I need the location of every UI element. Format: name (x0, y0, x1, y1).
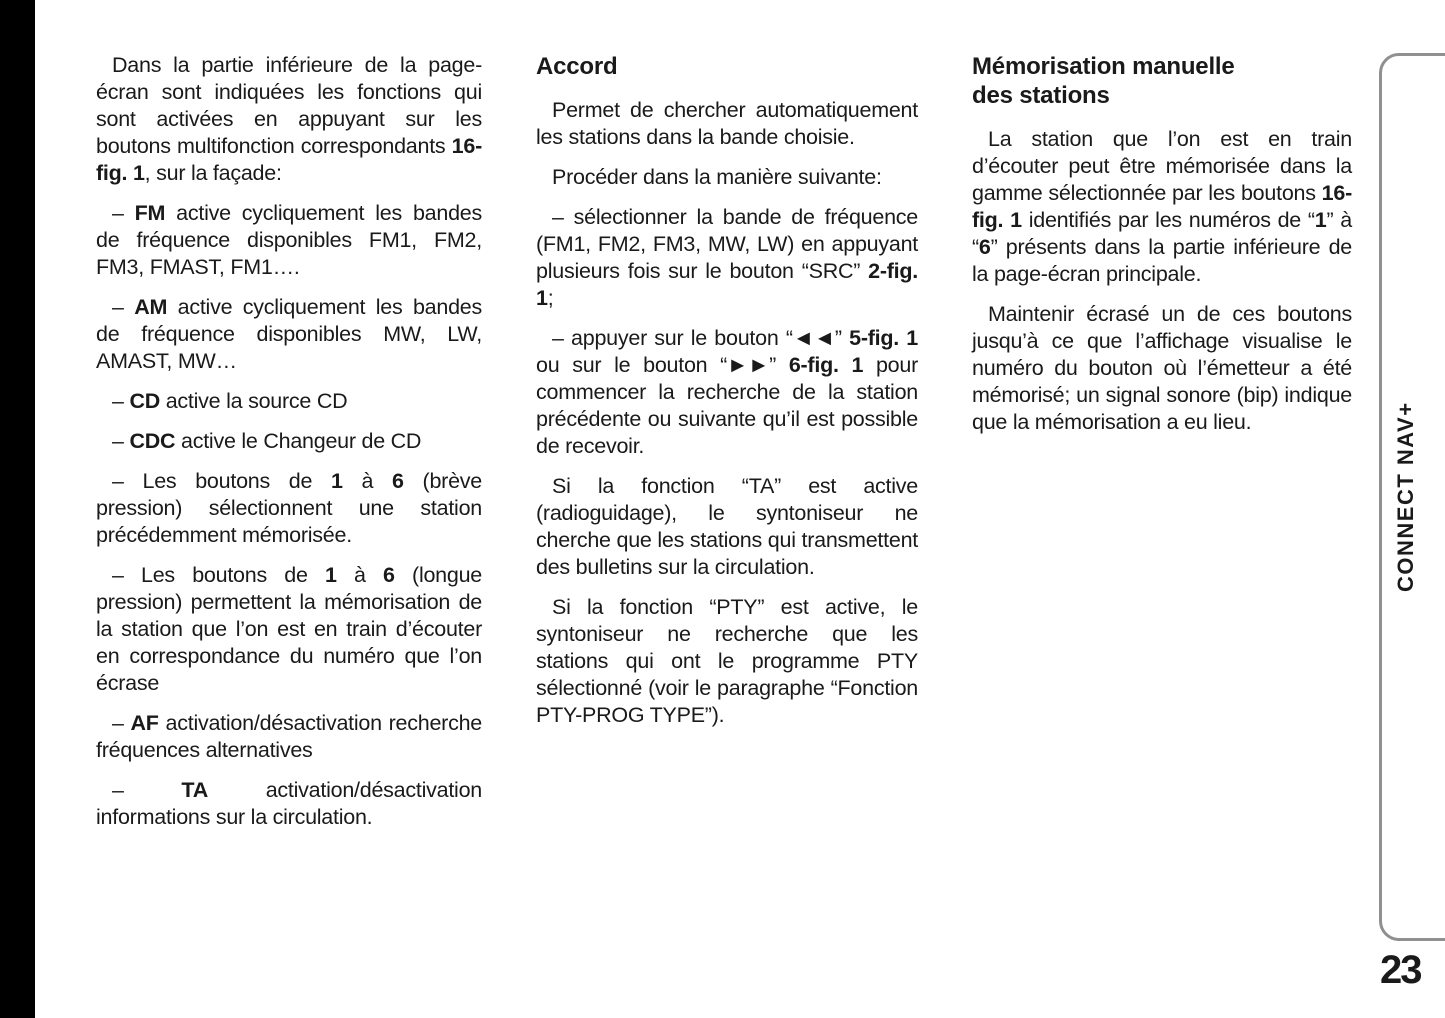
paragraph: – CDC active le Changeur de CD (112, 429, 422, 453)
paragraph: – Les boutons de 1 à 6 (longue pression) permettent la mémorisation de la station que l’on est en train d’écouter en correspondance du numéro que l’on écrase (96, 563, 483, 695)
column-middle (536, 52, 918, 742)
paragraph: Maintenir écrasé un de ces boutons jusqu’à ce que l’affichage visualise le numéro du bouton où l’émetteur a été mémorisé; un signal sonore (bip) indique que la mémorisation a eu lieu. (972, 302, 1352, 434)
paragraph: Si la fonction “TA” est active (radioguidage), le syntoniseur ne cherche que les stations qui transmettent des bulletins sur la circulation. (536, 474, 918, 579)
chapter-tab-label: CONNECT NAV+ (1393, 401, 1418, 593)
paragraph: Si la fonction “PTY” est active, le syntoniseur ne recherche que les stations qui ont le programme PTY sélectionné (voir le paragraphe “Fonction PTY-PROG TYPE”). (536, 595, 918, 727)
column-right (972, 52, 1352, 449)
paragraph: Permet de chercher automatiquement les stations dans la bande choisie. (536, 98, 918, 149)
paragraph: La station que l’on est en train d’écouter peut être mémorisée dans la gamme sélectionnée par les boutons 16-fig. 1 identifiés par les numéros de “1” à “6” présents dans la partie inférieure de la page-écran principale. (972, 127, 1353, 286)
spine-bar (0, 0, 35, 1018)
paragraph: – FM active cycliquement les bandes de fréquence disponibles FM1, FM2, FM3, FMAST, FM1…. (96, 201, 482, 279)
paragraph: – AF activation/désactivation recherche fréquences alternatives (96, 711, 482, 762)
paragraph: Procéder dans la manière suivante: (552, 165, 882, 189)
paragraph: – Les boutons de 1 à 6 (brève pression) sélectionnent une station précédemment mémorisée. (96, 469, 482, 547)
paragraph: – appuyer sur le bouton “◄◄” 5-fig. 1 ou sur le bouton “►►” 6-fig. 1 pour commencer la recherche de la station précédente ou suivante qu’il est possible de recevoir. (536, 326, 918, 458)
column-left (96, 52, 482, 844)
paragraph: – AM active cycliquement les bandes de fréquence disponibles MW, LW, AMAST, MW… (96, 295, 482, 373)
paragraph: – TA activation/désactivation informations sur la circulation. (96, 778, 482, 829)
paragraph: – sélectionner la bande de fréquence (FM1, FM2, FM3, MW, LW) en appuyant plusieurs fois sur le bouton “SRC” 2-fig. 1; (536, 205, 918, 310)
section-heading: Mémorisation manuelle des stations (972, 53, 1235, 109)
chapter-tab (1379, 53, 1445, 941)
paragraph: Dans la partie inférieure de la page-écran sont indiquées les fonctions qui sont activées en appuyant sur les boutons multifonction correspondants 16-fig. 1, sur la façade: (96, 53, 482, 185)
paragraph: – CD active la source CD (112, 389, 348, 413)
page-number: 23 (1380, 948, 1421, 992)
section-heading: Accord (536, 53, 618, 80)
